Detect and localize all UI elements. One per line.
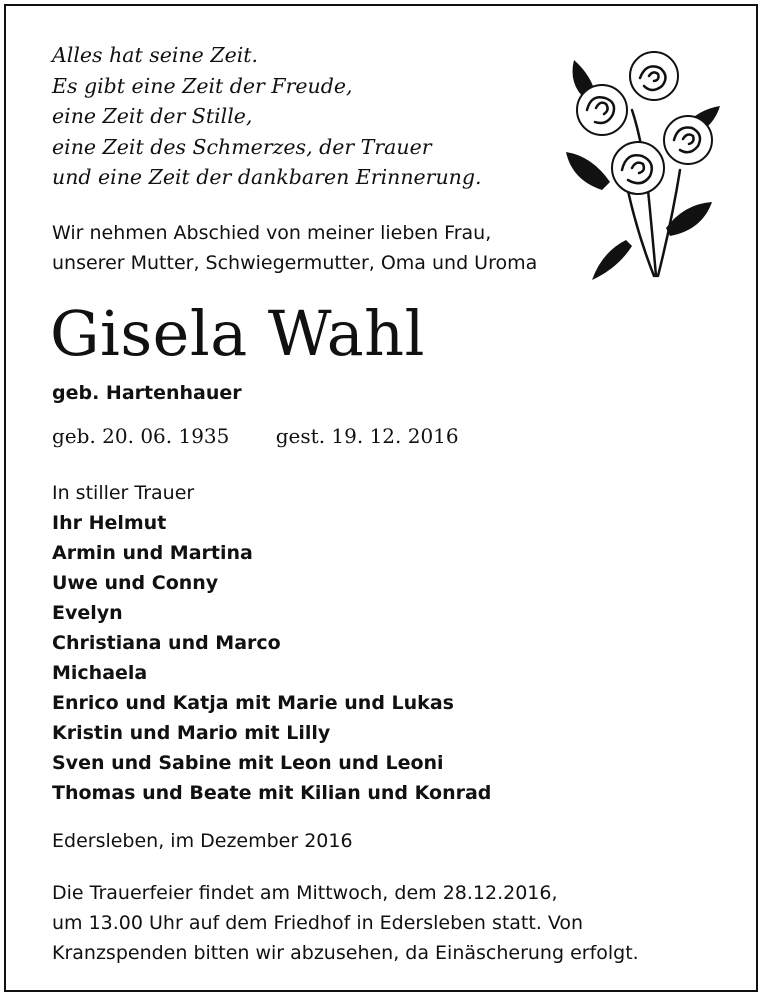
mourner-name: Christiana und Marco [52, 632, 281, 654]
mourners-list [52, 478, 491, 808]
death-date: gest. 19. 12. 2016 [275, 424, 459, 448]
intro-line: Wir nehmen Abschied von meiner lieben Frau, [52, 222, 492, 244]
mourner-name: Ihr Helmut [52, 512, 167, 534]
obituary-card [4, 4, 758, 992]
notice-line: Die Trauerfeier findet am Mittwoch, dem 28.12.2016, [52, 882, 558, 904]
poem-line: eine Zeit der Stille, [52, 104, 253, 128]
mourner-name: Kristin und Mario mit Lilly [52, 722, 331, 744]
birth-date: geb. 20. 06. 1935 [52, 424, 230, 448]
mourner-name: Michaela [52, 662, 148, 684]
place-and-date: Edersleben, im Dezember 2016 [52, 830, 353, 852]
poem-line: Es gibt eine Zeit der Freude, [52, 73, 353, 98]
poem-line: Alles hat seine Zeit. [52, 43, 259, 67]
notice-line: Kranzspenden bitten wir abzusehen, da Einäscherung erfolgt. [52, 942, 639, 964]
funeral-notice [52, 878, 639, 968]
farewell-intro [52, 218, 537, 278]
poem [52, 40, 482, 193]
maiden-name: geb. Hartenhauer [52, 382, 242, 404]
mourner-name: Evelyn [52, 602, 123, 624]
roses-bouquet-icon [562, 40, 722, 280]
mourners-label: In stiller Trauer [52, 482, 195, 504]
notice-line: um 13.00 Uhr auf dem Friedhof in Edersleben statt. Von [52, 912, 584, 934]
mourner-name: Thomas und Beate mit Kilian und Konrad [52, 782, 492, 804]
poem-line: und eine Zeit der dankbaren Erinnerung. [52, 165, 482, 189]
mourner-name: Uwe und Conny [52, 572, 219, 594]
mourner-name: Armin und Martina [52, 542, 253, 564]
poem-line: eine Zeit des Schmerzes, der Trauer [52, 134, 432, 159]
deceased-name: Gisela Wahl [50, 297, 425, 370]
mourner-name: Enrico und Katja mit Marie und Lukas [52, 692, 454, 714]
intro-line: unserer Mutter, Schwiegermutter, Oma und Uroma [52, 252, 538, 274]
life-dates [52, 424, 459, 448]
mourner-name: Sven und Sabine mit Leon und Leoni [52, 752, 444, 774]
